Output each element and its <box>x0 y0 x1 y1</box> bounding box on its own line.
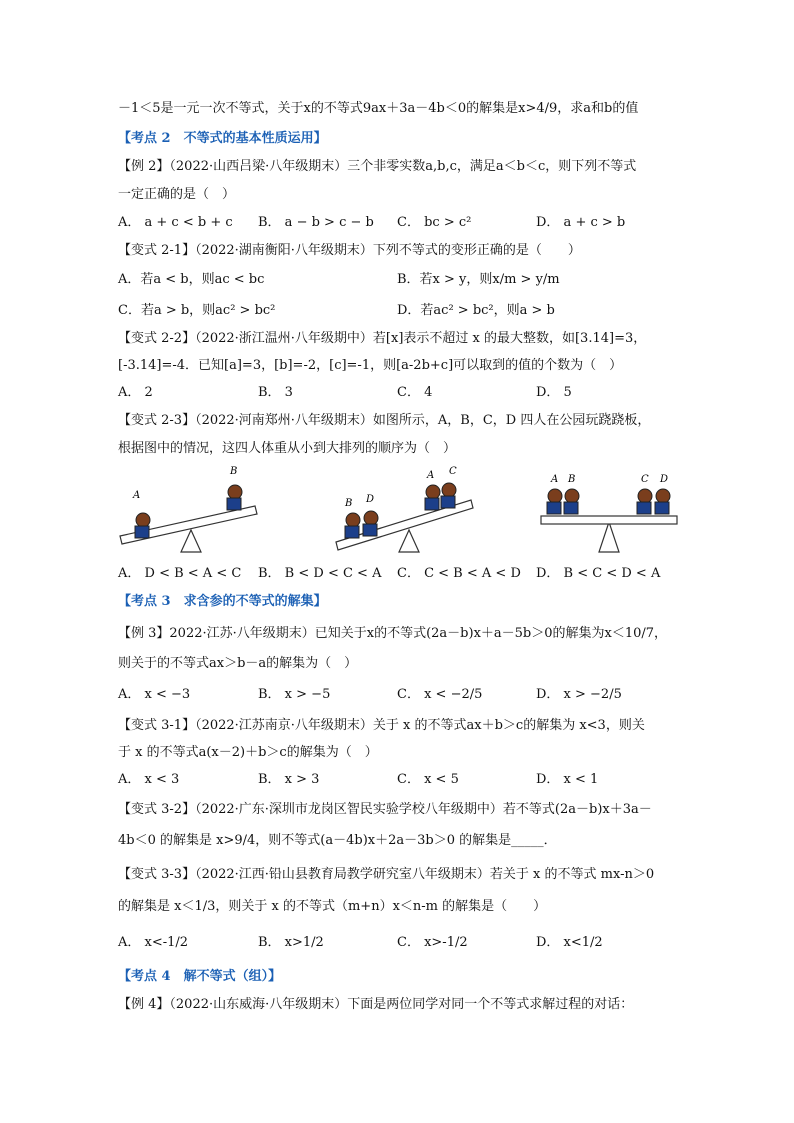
section-heading-3: 【考点 3 求含参的不等式的解集】 <box>118 594 327 609</box>
option-b: B．若x > y，则x/m > y/m <box>397 272 560 287</box>
variant-3-1-text: 【变式 3-1】（2022·江苏南京·八年级期末）关于 x 的不等式ax＋b＞c的解集为 x<3，则关 <box>118 718 645 733</box>
variant-2-3-options <box>118 565 678 583</box>
label-c: C <box>641 474 649 485</box>
option-b: B． x > −5 <box>258 687 331 702</box>
option-a: A．若a < b，则ac < bc <box>118 272 265 287</box>
problem-continuation: －1＜5是一元一次不等式，关于x的不等式9ax＋3a－4b＜0的解集是x>4/9，求a和b的值 <box>118 101 639 116</box>
example-2-options <box>118 214 678 232</box>
option-b: B． x>1/2 <box>258 935 324 950</box>
option-b: B． 3 <box>258 385 293 400</box>
variant-2-1-options-row1 <box>118 271 678 289</box>
label-d: D <box>366 494 375 505</box>
variant-3-3-options <box>118 934 678 952</box>
children-ac-figure <box>425 483 456 510</box>
seesaw-pivot <box>399 530 419 552</box>
example-2-text: 【例 2】（2022·山西吕梁·八年级期末）三个非零实数a,b,c，满足a＜b＜c，则下列不等式 <box>118 159 637 174</box>
section-heading-2: 【考点 2 不等式的基本性质运用】 <box>118 131 327 146</box>
child-b-figure <box>227 485 242 510</box>
option-c: C． x>-1/2 <box>397 935 468 950</box>
section-heading-4: 【考点 4 解不等式（组）】 <box>118 969 282 984</box>
label-b: B <box>230 466 238 477</box>
label-a: A <box>427 470 435 481</box>
option-b: B． a − b > c − b <box>258 215 374 230</box>
label-b: B <box>345 498 353 509</box>
option-a: A． a + c < b + c <box>118 215 233 230</box>
seesaw-figure-1 <box>115 462 265 557</box>
option-a: A． 2 <box>118 385 153 400</box>
seesaw-pivot <box>599 522 619 552</box>
example-3-text-cont: 则关于的不等式ax＞b－a的解集为（ ） <box>118 656 358 671</box>
option-d: D． 5 <box>536 385 572 400</box>
option-a: A． x < 3 <box>118 772 180 787</box>
option-c: C． C < B < A < D <box>397 566 521 581</box>
variant-2-1-text: 【变式 2-1】（2022·湖南衡阳·八年级期末）下列不等式的变形正确的是（ ） <box>118 243 581 258</box>
option-c: C． bc > c² <box>397 215 472 230</box>
option-d: D． x<1/2 <box>536 935 603 950</box>
label-c: C <box>449 466 457 477</box>
variant-2-2-text-cont: [-3.14]=-4．已知[a]=3，[b]=-2，[c]=-1，则[a-2b+c]可以取到的值的个数为（ ） <box>118 358 623 373</box>
example-3-text: 【例 3】2022·江苏·八年级期末）已知关于x的不等式(2a－b)x＋a－5b＞0的解集为x＜10/7， <box>118 626 668 641</box>
variant-3-3-text-cont: 的解集是 x＜1/3，则关于 x 的不等式（m+n）x＜n-m 的解集是（ ） <box>118 899 547 914</box>
label-a: A <box>551 474 559 485</box>
option-d: D． B < C < D < A <box>536 566 661 581</box>
label-b: B <box>568 474 576 485</box>
option-b: B． x > 3 <box>258 772 320 787</box>
option-c: C． x < 5 <box>397 772 459 787</box>
option-d: D． x > −2/5 <box>536 687 622 702</box>
example-2-text-cont: 一定正确的是（ ） <box>118 187 236 202</box>
option-d: D． a + c > b <box>536 215 626 230</box>
option-a: A． x < −3 <box>118 687 191 702</box>
option-d: D． x < 1 <box>536 772 599 787</box>
variant-2-2-options <box>118 384 678 402</box>
option-d: D．若ac² > bc²，则a > b <box>397 303 555 318</box>
option-c: C．若a > b，则ac² > bc² <box>118 303 276 318</box>
seesaw-board <box>541 516 677 524</box>
variant-2-1-options-row2 <box>118 302 678 320</box>
variant-3-1-text-cont: 于 x 的不等式a(x－2)＋b＞c的解集为（ ） <box>118 745 378 760</box>
example-4-text: 【例 4】（2022·山东威海·八年级期末）下面是两位同学对同一个不等式求解过程的对话： <box>118 997 634 1012</box>
child-a-figure <box>135 513 150 538</box>
label-a: A <box>133 490 141 501</box>
option-b: B． B < D < C < A <box>258 566 382 581</box>
seesaw-pivot <box>181 530 201 552</box>
variant-2-3-text: 【变式 2-3】（2022·河南郑州·八年级期末）如图所示，A，B，C，D 四人在公园玩跷跷板， <box>118 413 651 428</box>
seesaw-figure-2 <box>333 462 483 557</box>
children-cd-figure <box>637 489 670 514</box>
seesaw-figure-3 <box>535 462 685 557</box>
variant-3-2-text-cont: 4b＜0 的解集是 x>9/4，则不等式(a－4b)x＋2a－3b＞0 的解集是_____． <box>118 833 557 848</box>
option-a: A． x<-1/2 <box>118 935 189 950</box>
option-c: C． 4 <box>397 385 433 400</box>
option-a: A． D < B < A < C <box>118 566 242 581</box>
option-c: C． x < −2/5 <box>397 687 483 702</box>
variant-2-2-text: 【变式 2-2】（2022·浙江温州·八年级期中）若[x]表示不超过 x 的最大整数，如[3.14]=3， <box>118 331 647 346</box>
variant-3-3-text: 【变式 3-3】（2022·江西·铅山县教育局教学研究室八年级期末）若关于 x 的不等式 mx-n＞0 <box>118 867 655 882</box>
example-3-options <box>118 686 678 704</box>
children-ab-figure <box>547 489 579 514</box>
variant-3-1-options <box>118 771 678 789</box>
label-d: D <box>660 474 669 485</box>
variant-2-3-text-cont: 根据图中的情况，这四人体重从小到大排列的顺序为（ ） <box>118 441 457 456</box>
variant-3-2-text: 【变式 3-2】（2022·广东·深圳市龙岗区智民实验学校八年级期中）若不等式(2a－b)x＋3a－ <box>118 802 652 817</box>
